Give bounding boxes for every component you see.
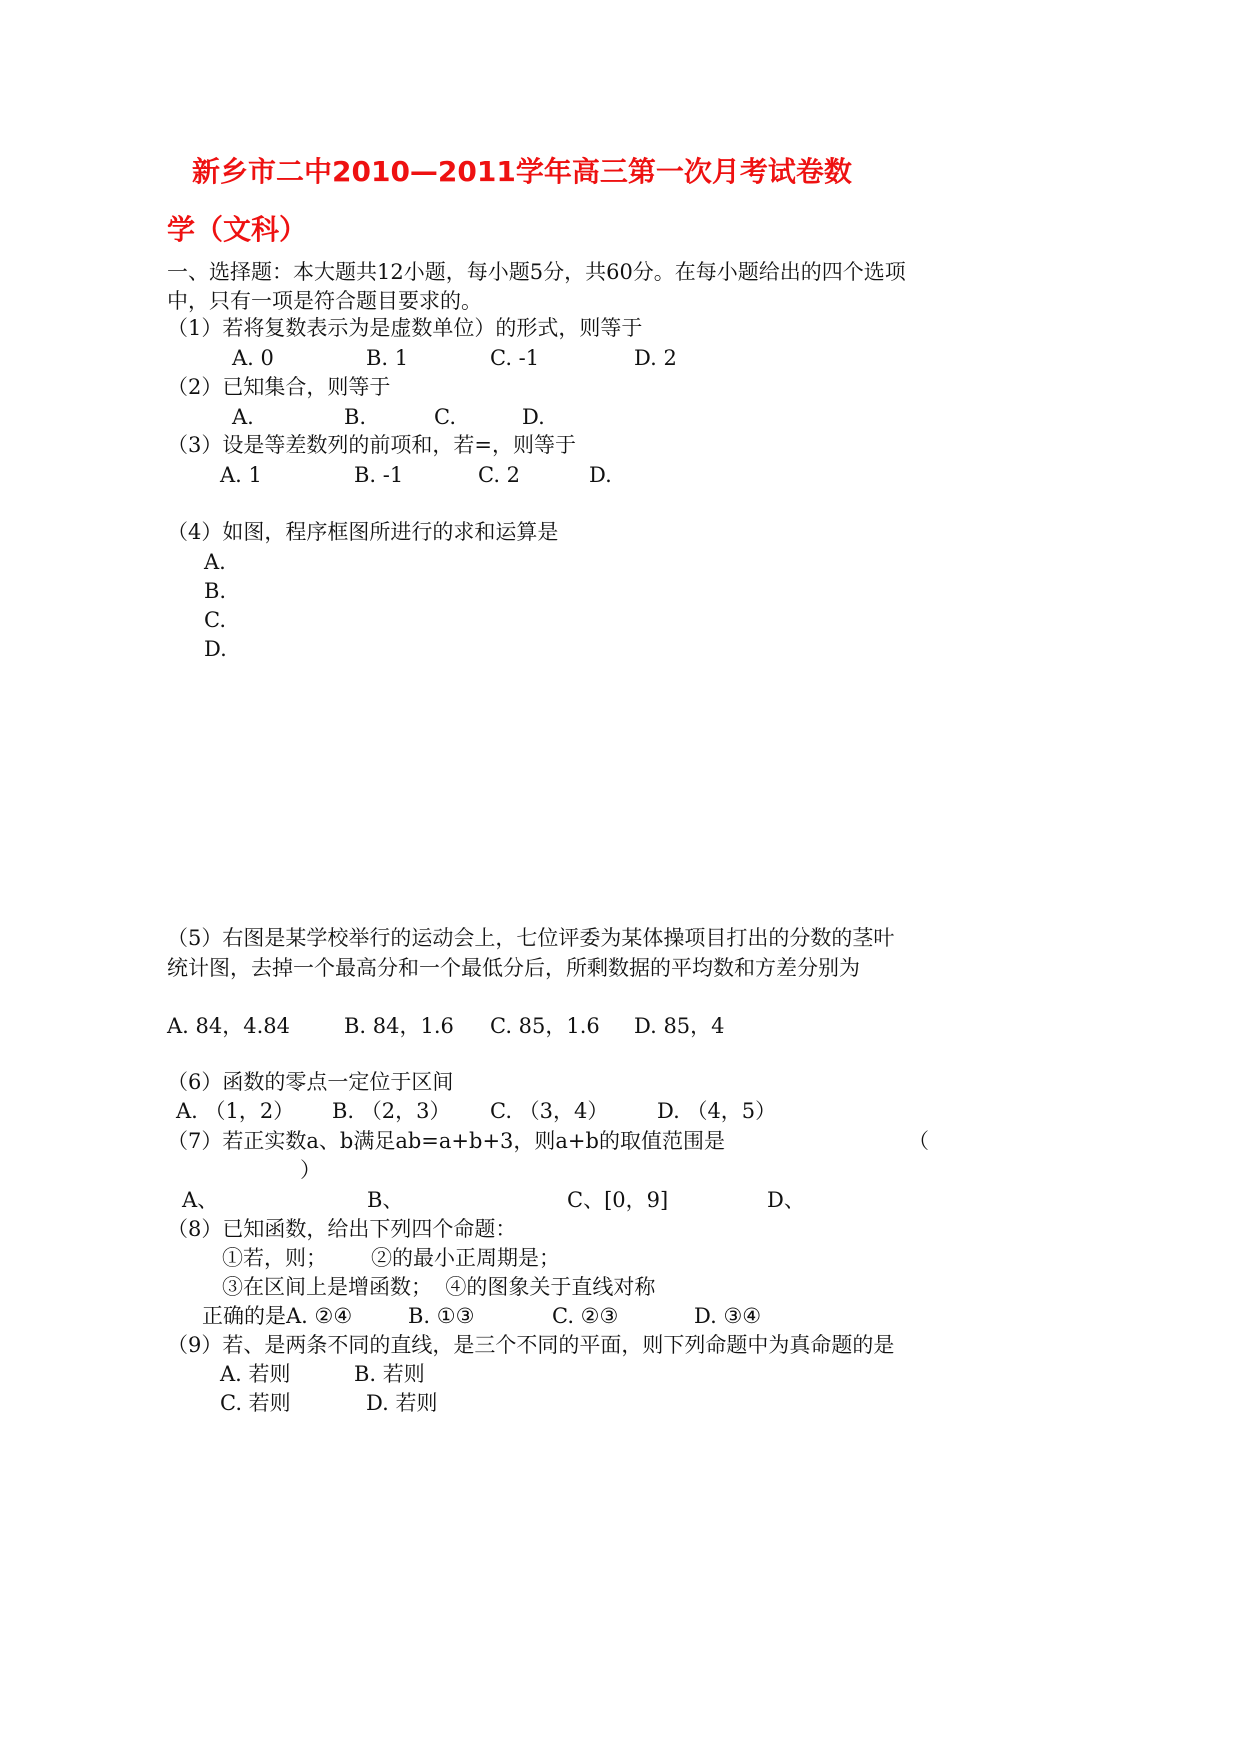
question-3-option-c: C. 2 [478, 463, 521, 487]
question-2-option-a: A. [232, 405, 254, 429]
question-1-option-b: B. 1 [366, 346, 409, 370]
question-8-option-a: A. ②④ [286, 1304, 353, 1328]
question-8-stem: （8）已知函数，给出下列四个命题： [167, 1217, 517, 1241]
question-7-option-d: D、 [767, 1188, 805, 1212]
question-7-stem: （7）若正实数a、b满足ab=a+b+3，则a+b的取值范围是 [167, 1129, 725, 1153]
question-2-option-d: D. [522, 405, 545, 429]
question-7-option-a: A、 [182, 1188, 219, 1212]
question-9-option-b: B. 若则 [354, 1362, 425, 1386]
question-3-option-b: B. -1 [354, 463, 404, 487]
question-9-stem: （9）若、是两条不同的直线，是三个不同的平面，则下列命题中为真命题的是 [167, 1333, 895, 1357]
question-5-option-d: D. 85，4 [634, 1014, 725, 1038]
question-8-proposition-2: ②的最小正周期是； [371, 1246, 560, 1270]
question-5-option-a: A. 84，4.84 [167, 1014, 290, 1038]
question-9-option-c: C. 若则 [220, 1391, 291, 1415]
question-8-option-b: B. ①③ [408, 1304, 475, 1328]
question-6-stem: （6）函数的零点一定位于区间 [167, 1070, 454, 1094]
question-7-paren-open: （ [908, 1129, 929, 1153]
question-3-stem: （3）设是等差数列的前项和，若=，则等于 [167, 433, 576, 457]
question-5-stem-line1: （5）右图是某学校举行的运动会上，七位评委为某体操项目打出的分数的茎叶 [167, 926, 895, 950]
question-5-option-c: C. 85，1.6 [490, 1014, 600, 1038]
question-5-option-b: B. 84，1.6 [344, 1014, 454, 1038]
question-8-option-c: C. ②③ [552, 1304, 619, 1328]
section-intro-line1: 一、选择题：本大题共12小题，每小题5分，共60分。在每小题给出的四个选项 [167, 260, 906, 284]
question-4-option-d: D. [204, 637, 227, 661]
question-7-option-c: C、[0，9] [567, 1188, 669, 1212]
question-2-stem: （2）已知集合，则等于 [167, 375, 391, 399]
section-intro-line2: 中，只有一项是符合题目要求的。 [167, 289, 482, 313]
question-8-answer-prefix: 正确的是 [202, 1304, 286, 1328]
question-1-stem: （1）若将复数表示为是虚数单位）的形式，则等于 [167, 316, 643, 340]
question-9-option-d: D. 若则 [366, 1391, 438, 1415]
question-8-proposition-1: ①若，则； [222, 1246, 327, 1270]
question-6-option-c: C. （3，4） [490, 1099, 609, 1123]
question-6-option-b: B. （2，3） [332, 1099, 451, 1123]
question-1-option-c: C. -1 [490, 346, 540, 370]
question-1-option-a: A. 0 [232, 346, 274, 370]
question-3-option-d: D. [589, 463, 612, 487]
question-7-option-b: B、 [367, 1188, 404, 1212]
question-8-option-d: D. ③④ [694, 1304, 762, 1328]
question-4-option-b: B. [204, 579, 227, 603]
question-4-stem: （4）如图，程序框图所进行的求和运算是 [167, 520, 559, 544]
question-6-option-a: A. （1，2） [176, 1099, 295, 1123]
page-title-line2: 学（文科） [167, 213, 308, 246]
question-2-option-b: B. [344, 405, 367, 429]
question-5-stem-line2: 统计图，去掉一个最高分和一个最低分后，所剩数据的平均数和方差分别为 [167, 956, 860, 980]
question-7-paren-close: ） [300, 1158, 321, 1182]
question-2-option-c: C. [434, 405, 456, 429]
page-title-line1: 新乡市二中2010—2011学年高三第一次月考试卷数 [192, 155, 852, 188]
question-9-option-a: A. 若则 [220, 1362, 291, 1386]
question-6-option-d: D. （4，5） [657, 1099, 777, 1123]
question-3-option-a: A. 1 [220, 463, 262, 487]
question-4-option-c: C. [204, 608, 226, 632]
question-4-option-a: A. [204, 550, 226, 574]
question-1-option-d: D. 2 [634, 346, 677, 370]
question-8-propositions-3-4: ③在区间上是增函数； ④的图象关于直线对称 [222, 1275, 656, 1299]
